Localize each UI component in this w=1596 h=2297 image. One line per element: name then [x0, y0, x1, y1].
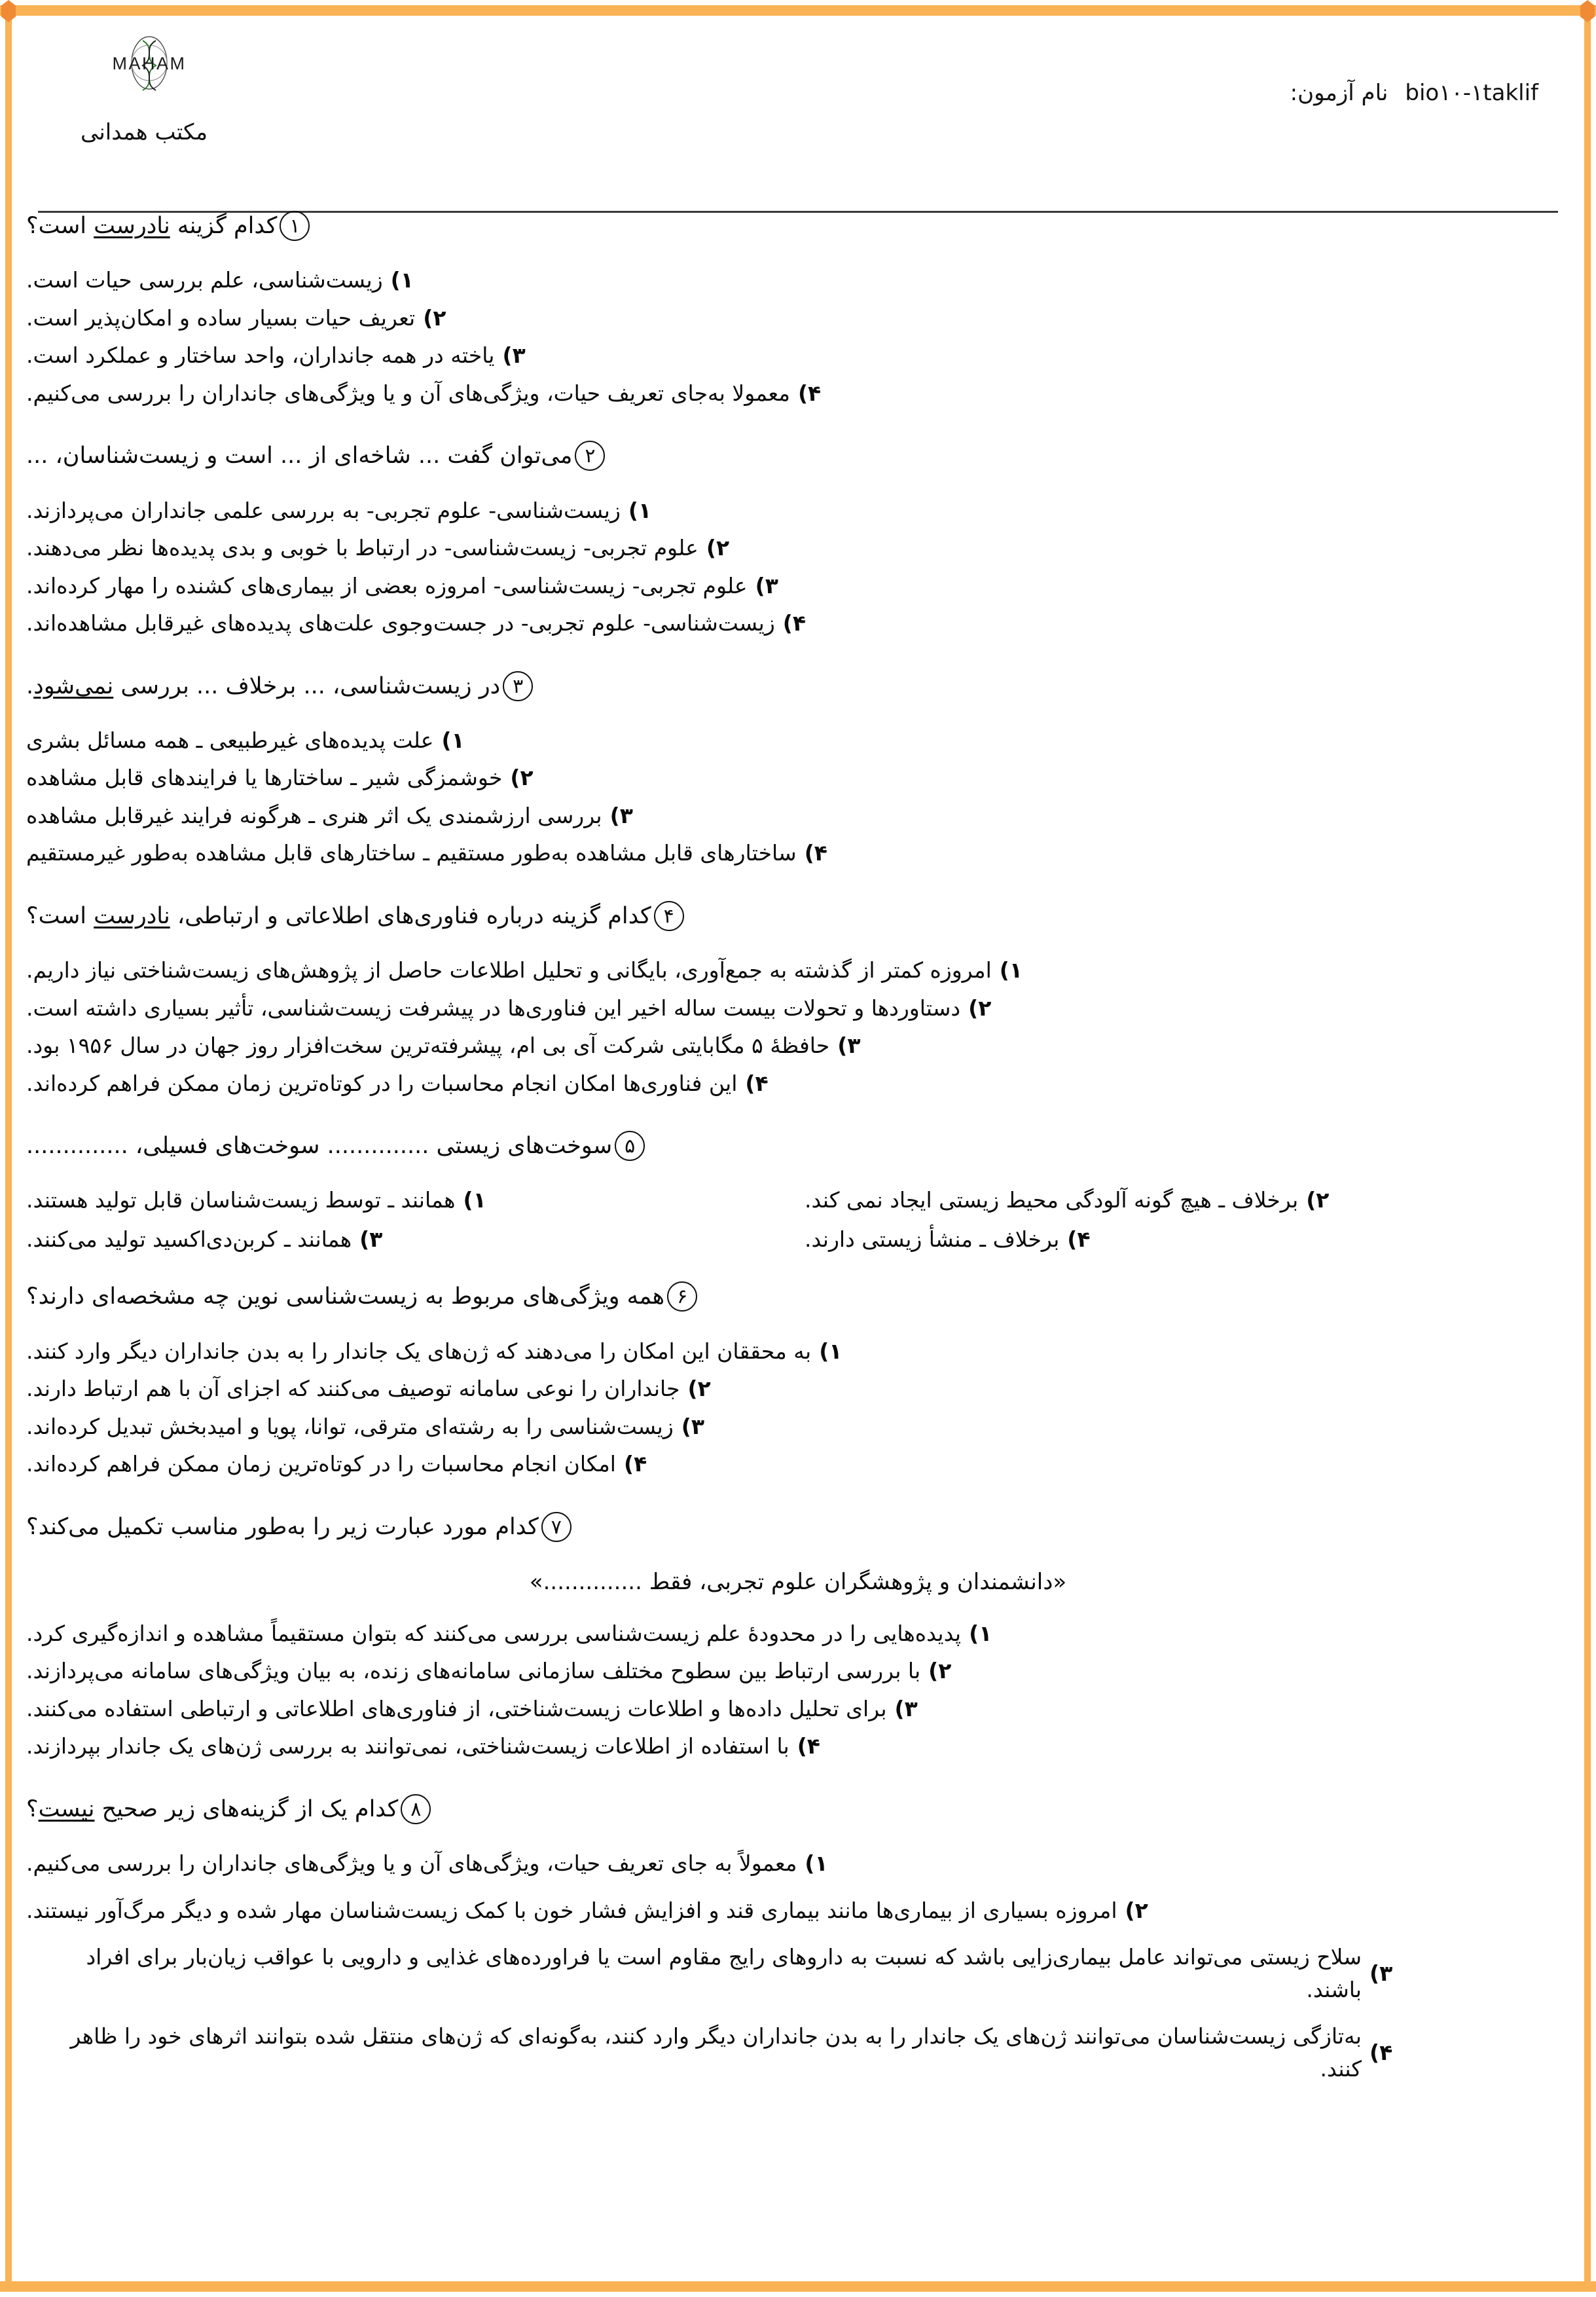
option-number: ۱) — [819, 1338, 843, 1364]
option-item[interactable] — [26, 1067, 1529, 1100]
option-number: ۳) — [359, 1226, 383, 1252]
option-number: ۱) — [805, 1850, 828, 1876]
option-item[interactable] — [26, 724, 1529, 757]
option-text: دستاوردها و تحولات بیست ساله اخیر این فناوری‌ها در پیشرفت زیست‌شناسی، تأثیر بسیاری داشته است. — [26, 995, 961, 1021]
question-spacer — [26, 2099, 1570, 2114]
option-item[interactable] — [26, 837, 1529, 870]
question-number: ۸ — [401, 1794, 431, 1824]
option-number: ۲) — [687, 1376, 711, 1401]
option-item[interactable] — [26, 302, 1529, 335]
question-stem — [26, 441, 1570, 471]
option-item[interactable] — [26, 1730, 1529, 1763]
question-stem — [26, 1512, 1570, 1543]
option-item[interactable] — [26, 1372, 1529, 1405]
exam-name-field — [1290, 80, 1538, 106]
option-item[interactable] — [26, 1029, 1529, 1062]
option-number: ۴) — [782, 610, 807, 636]
option-item[interactable] — [26, 339, 1529, 372]
page-border-top — [0, 5, 1596, 16]
option-item[interactable] — [26, 799, 1529, 832]
option-item[interactable] — [26, 1847, 1557, 1880]
option-text: تعریف حیات بسیار ساده و امکان‌پذیر است. — [26, 304, 416, 331]
dna-helix-circle-logo-icon — [90, 31, 208, 94]
question-spacer — [26, 1486, 1570, 1512]
question-text: سوخت‌های زیستی .............. سوخت‌های فسیلی، .............. — [26, 1133, 613, 1159]
question-text: همه ویژگی‌های مربوط به زیست‌شناسی نوین چه مشخصه‌ای دارند؟ — [26, 1283, 665, 1310]
option-number: ۴) — [745, 1070, 769, 1096]
question-emphasis: نیست — [38, 1795, 95, 1822]
question-stem — [26, 1131, 1570, 1162]
option-number: ۴) — [797, 1733, 820, 1759]
question-stem — [26, 1794, 1570, 1825]
svg-text:MAHAM: MAHAM — [112, 54, 187, 73]
question-text: کدام گزینه نادرست است؟ — [26, 213, 278, 239]
option-number: ۲) — [1306, 1187, 1330, 1213]
option-number: ۳) — [837, 1033, 861, 1058]
option-text: زیست‌شناسی- علوم تجربی- به بررسی علمی جانداران می‌پردازند. — [26, 497, 621, 523]
question-spacer — [26, 1105, 1570, 1131]
option-item[interactable] — [26, 1894, 1557, 1927]
option-item[interactable] — [26, 1448, 1529, 1480]
question-block — [26, 1281, 1570, 1511]
option-number: ۲) — [968, 995, 992, 1021]
option-number: ۳) — [681, 1413, 705, 1439]
question-emphasis: نادرست — [94, 902, 170, 929]
option-text: علوم تجربی- زیست‌شناسی- امروزه بعضی از بیماری‌های کشنده را مهار کرده‌اند. — [26, 572, 748, 598]
option-list — [26, 494, 1570, 640]
option-number: ۲) — [706, 535, 730, 560]
option-text: معمولا به‌جای تعریف حیات، ویژگی‌های آن و یا ویژگی‌های جانداران را بررسی می‌کنیم. — [26, 380, 790, 406]
option-list — [26, 1847, 1570, 2085]
option-item[interactable] — [26, 762, 1529, 794]
option-item[interactable] — [26, 570, 1529, 602]
option-text: بررسی ارزشمندی یک اثر هنری ـ هرگونه فرایند غیرقابل مشاهده — [26, 802, 602, 828]
question-number: ۵ — [615, 1131, 645, 1161]
option-item[interactable] — [26, 377, 1529, 410]
question-number: ۲ — [575, 441, 605, 471]
option-number: ۴) — [1067, 1226, 1091, 1252]
question-emphasis: نمی‌شود — [33, 672, 114, 699]
corner-diamond-right-icon — [1580, 0, 1595, 22]
option-item[interactable] — [26, 1655, 1529, 1687]
option-text: این فناوری‌ها امکان انجام محاسبات را در کوتاه‌ترین زمان ممکن فراهم کرده‌اند. — [26, 1070, 738, 1096]
option-list — [26, 724, 1570, 870]
option-text: همانند ـ توسط زیست‌شناسان قابل تولید هستند. — [26, 1187, 456, 1213]
page-header — [18, 20, 1578, 151]
option-text: خوشمزگی شیر ـ ساختارها یا فرایندهای قابل مشاهده — [26, 765, 503, 791]
question-spacer — [26, 1255, 1570, 1281]
option-text: برای تحلیل داده‌ها و اطلاعات زیست‌شناختی، از فناوری‌های اطلاعاتی و ارتباطی استفاده می‌کنند. — [26, 1695, 887, 1721]
option-list — [26, 1184, 1570, 1255]
question-block — [26, 1131, 1570, 1281]
question-spacer — [26, 414, 1570, 441]
option-text: امروزه کمتر از گذشته به جمع‌آوری، بایگانی و تحلیل اطلاعات حاصل از پژوهش‌های زیست‌شناختی نیاز داریم. — [26, 957, 992, 983]
option-number: ۲) — [423, 304, 446, 331]
option-text: حافظۀ ۵ مگابایتی شرکت آی بی ام، پیشرفته‌ترین سخت‌افزار روز جهان در سال ۱۹۵۶ بود. — [26, 1033, 830, 1058]
option-item[interactable] — [26, 532, 1529, 564]
option-number: ۴) — [1369, 2039, 1393, 2065]
option-item[interactable] — [26, 494, 1529, 527]
option-text: پدیده‌هایی را در محدودۀ علم زیست‌شناسی بررسی می‌کنند که بتوان مستقیماً مشاهده و اندازه‌گیری کرد. — [26, 1620, 962, 1646]
option-number: ۳) — [609, 802, 633, 828]
question-emphasis: نادرست — [94, 213, 170, 239]
option-list — [26, 264, 1570, 409]
option-text: برخلاف ـ منشأ زیستی دارند. — [805, 1226, 1060, 1252]
option-number: ۲) — [928, 1658, 952, 1684]
option-number: ۳) — [894, 1695, 918, 1721]
option-text: علوم تجربی- زیست‌شناسی- در ارتباط با خوبی و بدی پدیده‌ها نظر می‌دهند. — [26, 535, 698, 560]
question-spacer — [26, 645, 1570, 671]
question-quote: «دانشمندان و پژوهشگران علوم تجربی، فقط ..............» — [529, 1568, 1067, 1595]
option-text: امروزه بسیاری از بیماری‌ها مانند بیماری قند و افزایش فشار خون با کمک زیست‌شناسان مهار شده و دیگر مرگ‌آور نیستند. — [26, 1897, 1117, 1923]
questions-container — [26, 211, 1570, 2114]
school-name: مکتب همدانی — [81, 119, 208, 145]
question-stem — [26, 671, 1570, 702]
question-stem — [26, 211, 1570, 242]
option-item[interactable] — [805, 1223, 1544, 1256]
page-border-left — [5, 5, 12, 2292]
question-text: می‌توان گفت ... شاخه‌ای از ... است و زیست‌شناسان، ... — [26, 443, 573, 469]
option-number: ۲) — [1125, 1897, 1148, 1923]
option-text: به محققان این امکان را می‌دهند که ژن‌های یک جاندار را به بدن جانداران دیگر وارد کنند. — [26, 1338, 812, 1364]
option-item[interactable] — [26, 1410, 1529, 1443]
question-number: ۶ — [667, 1281, 697, 1312]
question-stem — [26, 901, 1570, 932]
option-text: زیست‌شناسی را به رشته‌ای مترقی، توانا، پویا و امیدبخش تبدیل کرده‌اند. — [26, 1413, 674, 1439]
option-number: ۴) — [623, 1451, 647, 1477]
option-list — [26, 1335, 1570, 1480]
option-text: علت پدیده‌های غیرطبیعی ـ همه مسائل بشری — [26, 727, 434, 753]
option-item[interactable] — [26, 1223, 765, 1256]
page-border-bottom — [0, 2281, 1596, 2292]
question-text: کدام یک از گزینه‌های زیر صحیح نیست؟ — [26, 1795, 399, 1822]
option-text: با استفاده از اطلاعات زیست‌شناختی، نمی‌توانند به بررسی ژن‌های یک جاندار بپردازند. — [26, 1733, 789, 1759]
question-block — [26, 1794, 1570, 2114]
option-item[interactable] — [26, 607, 1529, 640]
corner-diamond-left-icon — [1, 0, 16, 22]
option-text: برخلاف ـ هیچ گونه آلودگی محیط زیستی ایجاد نمی کند. — [805, 1187, 1299, 1213]
option-item[interactable] — [26, 2020, 1557, 2085]
option-number: ۱) — [969, 1620, 992, 1646]
question-block — [26, 211, 1570, 441]
question-number: ۷ — [541, 1512, 571, 1542]
exam-name-label: نام آزمون: — [1290, 80, 1388, 106]
question-block — [26, 1512, 1570, 1794]
option-number: ۱) — [463, 1187, 486, 1213]
question-block — [26, 671, 1570, 901]
option-number: ۱) — [999, 957, 1023, 983]
option-text: همانند ـ کربن‌دی‌اکسید تولید می‌کنند. — [26, 1226, 352, 1252]
option-text: سلاح زیستی می‌تواند عامل بیماری‌زایی باشد که نسبت به داروهای رایج مقاوم است یا فراورده‌های غذایی و دارویی با عواقب زیان‌بار برای افراد باشند. — [86, 1944, 1362, 2002]
option-item[interactable] — [26, 992, 1529, 1025]
question-number: ۳ — [503, 671, 533, 701]
option-number: ۴) — [797, 380, 822, 406]
question-number: ۱ — [280, 211, 310, 241]
question-text: کدام مورد عبارت زیر را به‌طور مناسب تکمیل می‌کند؟ — [26, 1513, 539, 1540]
option-item[interactable] — [26, 1941, 1557, 2006]
option-text: زیست‌شناسی- علوم تجربی- در جست‌وجوی علت‌های پدیده‌های غیرقابل مشاهده‌اند. — [26, 610, 775, 636]
option-item[interactable] — [26, 1617, 1529, 1650]
option-list — [26, 1617, 1570, 1763]
option-text: زیست‌شناسی، علم بررسی حیات است. — [26, 267, 383, 293]
page-border-right — [1584, 5, 1591, 2292]
question-spacer — [26, 875, 1570, 901]
option-number: ۳) — [502, 342, 526, 369]
question-text: کدام گزینه درباره فناوری‌های اطلاعاتی و ارتباطی، نادرست است؟ — [26, 902, 651, 929]
option-text: با بررسی ارتباط بین سطوح مختلف سازمانی سامانه‌های زنده، به بیان ویژگی‌های سامانه می‌پردازند. — [26, 1658, 921, 1684]
option-text: به‌تازگی زیست‌شناسان می‌توانند ژن‌های یک جاندار را به بدن جانداران دیگر وارد کنند، به‌گونه‌ای که ژن‌های منتقل شده بتوانند اثرهای خود را ظاهر کنند. — [70, 2023, 1362, 2082]
option-item[interactable] — [26, 1693, 1529, 1725]
question-stem — [26, 1281, 1570, 1312]
exam-name-value: bio۱۰-۱taklif — [1405, 80, 1538, 106]
option-number: ۲) — [510, 765, 534, 791]
option-list — [26, 954, 1570, 1099]
option-number: ۳) — [755, 572, 778, 598]
option-item[interactable] — [26, 954, 1529, 987]
question-spacer — [26, 1768, 1570, 1794]
maham-logo — [90, 31, 208, 94]
option-item[interactable] — [26, 1184, 765, 1217]
question-text: در زیست‌شناسی، ... برخلاف ... بررسی نمی‌شود. — [26, 672, 501, 699]
option-item[interactable] — [805, 1184, 1544, 1217]
option-number: ۳) — [1369, 1960, 1393, 1986]
option-text: جانداران را نوعی سامانه توصیف می‌کنند که اجزای آن با هم ارتباط دارند. — [26, 1376, 680, 1401]
option-text: ساختارهای قابل مشاهده به‌طور مستقیم ـ ساختارهای قابل مشاهده به‌طور غیرمستقیم — [26, 840, 797, 866]
question-number: ۴ — [654, 901, 684, 931]
question-block — [26, 441, 1570, 671]
option-text: معمولاً به جای تعریف حیات، ویژگی‌های آن و یا ویژگی‌های جانداران را بررسی می‌کنیم. — [26, 1850, 797, 1876]
option-item[interactable] — [26, 1335, 1529, 1368]
option-number: ۴) — [804, 840, 827, 866]
option-item[interactable] — [26, 264, 1529, 297]
option-number: ۱) — [441, 727, 465, 753]
option-text: یاخته در همه جانداران، واحد ساختار و عملکرد است. — [26, 342, 495, 369]
question-block — [26, 901, 1570, 1131]
option-number: ۱) — [628, 497, 652, 523]
option-number: ۱) — [390, 267, 414, 293]
option-text: امکان انجام محاسبات را در کوتاه‌ترین زمان ممکن فراهم کرده‌اند. — [26, 1451, 616, 1477]
